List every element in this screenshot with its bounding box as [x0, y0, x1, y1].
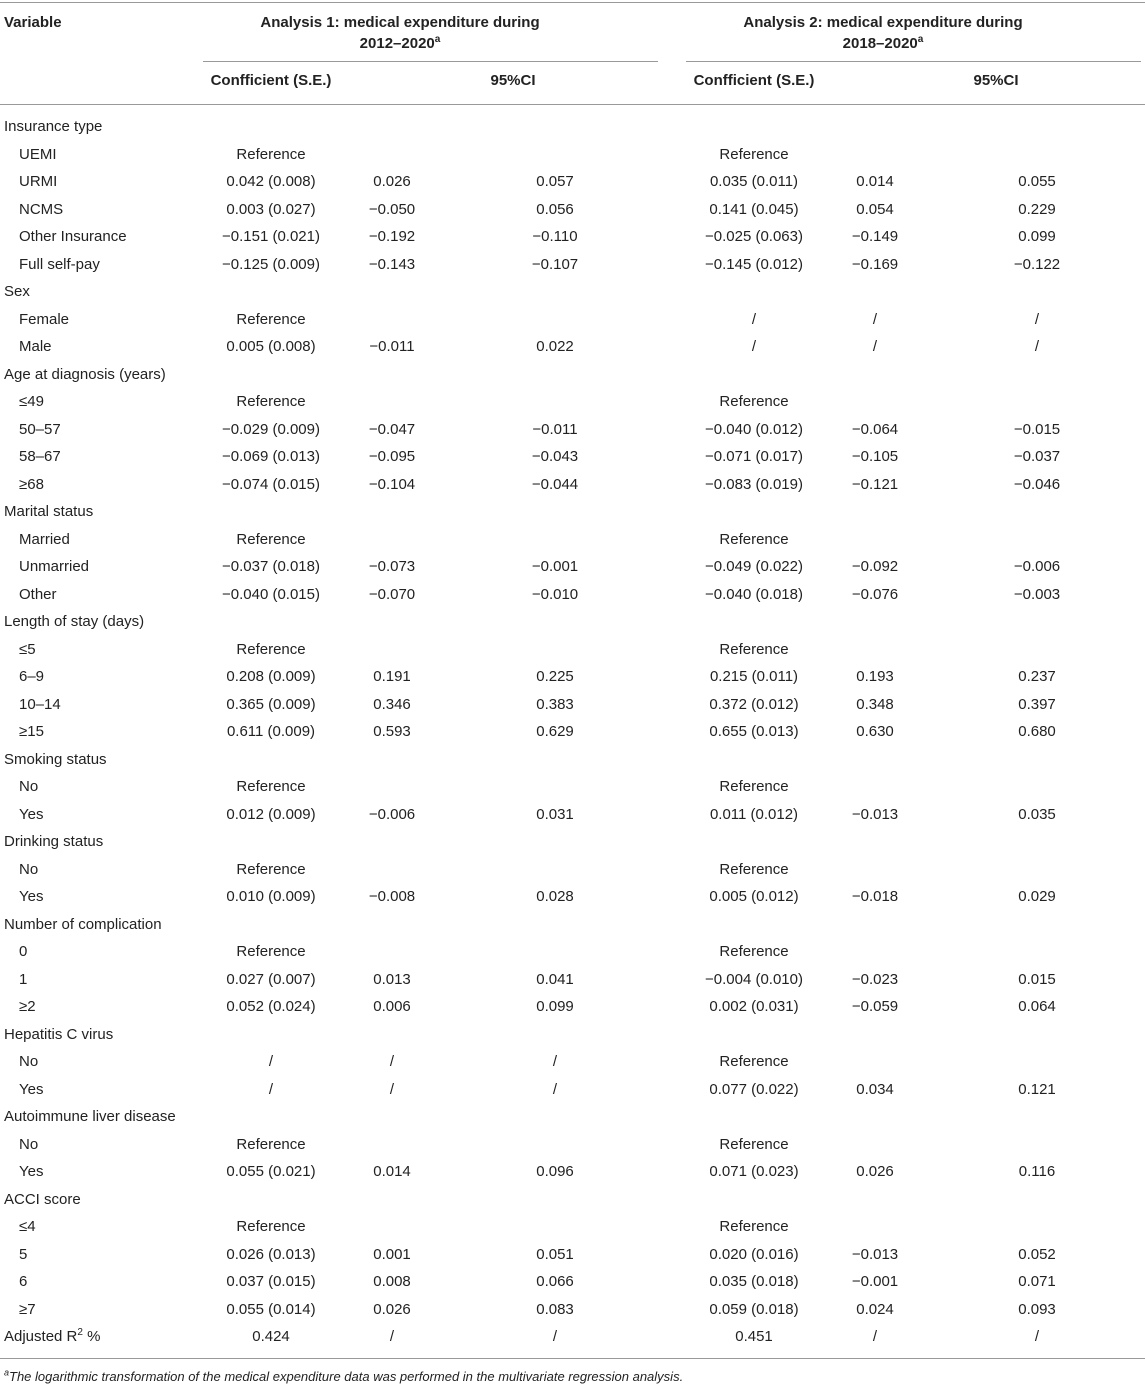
row-label-text: Number of complication	[4, 916, 162, 933]
analysis2-ci-upper-cell: −0.046	[1013, 476, 1061, 493]
row-label-text: No	[19, 778, 39, 795]
analysis2-coef-cell: 0.005 (0.012)	[709, 888, 799, 905]
row-label	[19, 256, 100, 274]
analysis2-ci-upper-cell: −0.003	[1013, 586, 1061, 603]
row-label	[19, 1301, 36, 1319]
analysis1-coef-cell: 0.365 (0.009)	[226, 696, 316, 713]
analysis2-coef-cell: Reference	[719, 531, 789, 548]
row-label	[19, 586, 57, 604]
row-group-label	[4, 1191, 81, 1209]
analysis1-ci-lower-cell: −0.070	[368, 586, 416, 603]
row-label-text: Full self-pay	[19, 256, 100, 273]
analysis2-ci-upper-cell: 0.680	[1018, 723, 1056, 740]
row-label	[19, 228, 127, 246]
row-label	[19, 1273, 27, 1291]
analysis1-ci-upper-cell: 0.022	[536, 338, 574, 355]
analysis2-ci-lower-cell: 0.014	[856, 173, 894, 190]
row-group-label	[4, 118, 102, 136]
row-label-text: NCMS	[19, 201, 64, 218]
analysis1-ci-lower-cell: /	[389, 1328, 395, 1345]
top-rule	[0, 2, 1145, 3]
row-label-text: ≥7	[19, 1301, 36, 1318]
row-label-text: Smoking status	[4, 751, 107, 768]
row-label-text: ≤4	[19, 1218, 36, 1235]
row-label	[19, 173, 57, 191]
row-label-text: Adjusted R	[4, 1328, 78, 1345]
row-label	[19, 861, 38, 879]
analysis1-ci-lower-cell: 0.008	[373, 1273, 411, 1290]
row-label-text: Female	[19, 311, 70, 328]
row-label-text: Autoimmune liver disease	[4, 1108, 176, 1125]
analysis1-superscript: a	[434, 34, 441, 45]
row-label-text: Marital status	[4, 503, 94, 520]
analysis2-coef-cell: 0.071 (0.023)	[709, 1163, 799, 1180]
analysis1-coef-cell: Reference	[236, 861, 306, 878]
analysis1-ci-lower-cell: −0.011	[369, 338, 415, 355]
row-group-label	[4, 613, 144, 631]
analysis1-ci-lower-cell: −0.073	[368, 558, 416, 575]
analysis2-coef-cell: Reference	[719, 1218, 789, 1235]
analysis1-ci-lower-cell: −0.095	[368, 448, 416, 465]
analysis2-coef-cell: −0.025 (0.063)	[705, 228, 803, 245]
header-bottom-rule	[0, 104, 1145, 105]
analysis1-coef-cell: Reference	[236, 1136, 306, 1153]
analysis2-ci-upper-cell: 0.055	[1018, 173, 1056, 190]
analysis1-ci-upper-cell: 0.041	[536, 971, 574, 988]
analysis1-coef-cell: −0.029 (0.009)	[222, 421, 320, 438]
analysis2-coef-cell: Reference	[719, 943, 789, 960]
analysis2-coef-cell: Reference	[719, 146, 789, 163]
analysis1-ci-upper-cell: 0.066	[536, 1273, 574, 1290]
row-label-text: Hepatitis C virus	[4, 1026, 114, 1043]
analysis2-coef-cell: Reference	[719, 641, 789, 658]
analysis1-coef-cell: 0.037 (0.015)	[226, 1273, 316, 1290]
row-label	[19, 448, 61, 466]
analysis2-coef-cell: /	[751, 311, 757, 328]
analysis1-ci-lower-cell: −0.047	[368, 421, 416, 438]
analysis2-ci-lower-cell: 0.348	[856, 696, 894, 713]
analysis2-coef-cell: Reference	[719, 861, 789, 878]
analysis2-coef-cell: −0.040 (0.012)	[705, 421, 803, 438]
analysis1-ci-upper-cell: −0.044	[531, 476, 579, 493]
analysis1-header	[260, 12, 539, 54]
row-label-text: URMI	[19, 173, 58, 190]
analysis1-coef-cell: Reference	[236, 311, 306, 328]
row-label-text: 58–67	[19, 448, 61, 465]
analysis2-ci-upper-cell: −0.015	[1013, 421, 1061, 438]
analysis1-ci-upper-cell: −0.107	[531, 256, 579, 273]
analysis1-ci-upper-cell: 0.629	[536, 723, 574, 740]
analysis2-superscript: a	[917, 34, 924, 45]
analysis2-ci-upper-cell: 0.116	[1018, 1163, 1056, 1180]
analysis2-ci-upper-cell: −0.122	[1013, 256, 1061, 273]
row-label	[19, 778, 38, 796]
row-label-text: 6	[19, 1273, 28, 1290]
analysis2-coef-cell: 0.020 (0.016)	[709, 1246, 799, 1263]
analysis2-ci-upper-cell: 0.064	[1018, 998, 1056, 1015]
analysis1-coef-cell: 0.005 (0.008)	[226, 338, 316, 355]
analysis1-years: 2012–2020	[359, 35, 435, 52]
row-label-text: ACCI score	[4, 1191, 81, 1208]
analysis2-coef-cell: 0.215 (0.011)	[709, 668, 799, 685]
analysis2-header	[743, 12, 1022, 54]
analysis2-coef-cell: 0.002 (0.031)	[709, 998, 799, 1015]
analysis1-coef-cell: −0.125 (0.009)	[222, 256, 320, 273]
analysis2-ci-lower-cell: −0.149	[851, 228, 899, 245]
analysis1-ci-lower-cell: 0.013	[373, 971, 411, 988]
analysis1-coef-cell: Reference	[236, 146, 306, 163]
analysis1-coef-cell: 0.611 (0.009)	[226, 723, 316, 740]
analysis2-rule	[686, 61, 1141, 62]
analysis2-ci-lower-cell: −0.013	[851, 1246, 899, 1263]
row-label	[19, 696, 61, 714]
analysis1-ci-lower-cell: 0.191	[373, 668, 411, 685]
analysis2-coef-cell: /	[751, 338, 757, 355]
row-label	[19, 943, 27, 961]
analysis1-ci-upper-cell: 0.096	[536, 1163, 574, 1180]
analysis1-coef-cell: /	[268, 1081, 274, 1098]
row-label-text: UEMI	[19, 146, 57, 163]
analysis1-ci-lower-cell: 0.346	[373, 696, 411, 713]
row-label	[19, 668, 44, 686]
analysis2-ci-upper-cell: /	[1034, 1328, 1040, 1345]
analysis1-rule	[203, 61, 658, 62]
analysis1-ci-upper-cell: 0.057	[536, 173, 574, 190]
analysis2-coef-cell: Reference	[719, 1136, 789, 1153]
analysis1-ci-upper-cell: /	[552, 1053, 558, 1070]
analysis1-years-line	[260, 33, 539, 54]
row-label	[19, 476, 44, 494]
analysis1-ci-lower-cell: 0.026	[373, 173, 411, 190]
analysis1-ci-lower-cell: −0.143	[368, 256, 416, 273]
analysis1-ci-upper-cell: −0.010	[531, 586, 579, 603]
analysis1-ci-upper-cell: 0.051	[536, 1246, 574, 1263]
analysis2-ci-upper-cell: 0.121	[1018, 1081, 1056, 1098]
analysis2-coef-cell: −0.083 (0.019)	[705, 476, 803, 493]
analysis1-ci-lower-cell: 0.014	[373, 1163, 411, 1180]
analysis2-ci-upper-cell: 0.029	[1018, 888, 1056, 905]
row-label	[19, 421, 61, 439]
analysis2-ci-lower-cell: −0.076	[851, 586, 899, 603]
analysis1-ci-upper-cell: −0.001	[531, 558, 579, 575]
analysis1-ci-upper-cell: 0.383	[536, 696, 574, 713]
analysis2-coef-cell: −0.004 (0.010)	[705, 971, 803, 988]
analysis1-coef-cell: /	[268, 1053, 274, 1070]
row-label-text: No	[19, 1053, 39, 1070]
row-label-text: Married	[19, 531, 70, 548]
analysis1-ci-lower-cell: −0.104	[368, 476, 416, 493]
analysis1-title: Analysis 1: medical expenditure during	[260, 14, 540, 31]
analysis2-ci-upper-cell: /	[1034, 311, 1040, 328]
analysis1-coef-cell: Reference	[236, 393, 306, 410]
variable-header: Variable	[4, 14, 62, 31]
row-label-text: Drinking status	[4, 833, 104, 850]
row-label-text: 50–57	[19, 421, 61, 438]
row-label-superscript: 2	[77, 1327, 83, 1338]
analysis1-ci-lower-cell: 0.006	[373, 998, 411, 1015]
row-group-label	[4, 366, 166, 384]
analysis1-ci-lower-cell: 0.026	[373, 1301, 411, 1318]
analysis1-ci-upper-cell: 0.083	[536, 1301, 574, 1318]
analysis2-ci-upper-cell: 0.099	[1018, 228, 1056, 245]
analysis2-ci-lower-cell: /	[872, 338, 878, 355]
analysis1-coef-cell: 0.010 (0.009)	[226, 888, 316, 905]
analysis1-ci-upper-cell: 0.056	[536, 201, 574, 218]
row-label	[19, 146, 57, 164]
row-label-text: ≤5	[19, 641, 36, 658]
analysis1-coef-cell: Reference	[236, 531, 306, 548]
row-label-text: Age at diagnosis (years)	[4, 366, 166, 383]
row-label	[19, 201, 63, 219]
analysis2-ci-lower-cell: 0.024	[856, 1301, 894, 1318]
row-label-text: Other	[19, 586, 57, 603]
analysis1-coef-cell: 0.052 (0.024)	[226, 998, 316, 1015]
analysis2-years-line	[743, 33, 1022, 54]
analysis2-ci-upper-cell: 0.035	[1018, 806, 1056, 823]
row-group-label	[4, 503, 93, 521]
analysis2-ci-lower-cell: −0.059	[851, 998, 899, 1015]
analysis2-ci-header: 95%CI	[973, 72, 1019, 89]
analysis2-ci-upper-cell: /	[1034, 338, 1040, 355]
analysis1-ci-upper-cell: /	[552, 1081, 558, 1098]
row-label	[19, 888, 43, 906]
row-label	[19, 1081, 43, 1099]
analysis2-ci-lower-cell: −0.023	[851, 971, 899, 988]
analysis2-ci-lower-cell: /	[872, 311, 878, 328]
row-label-text: 6–9	[19, 668, 45, 685]
analysis2-coef-cell: 0.035 (0.011)	[709, 173, 799, 190]
analysis2-ci-lower-cell: −0.013	[851, 806, 899, 823]
analysis1-coef-cell: 0.055 (0.014)	[226, 1301, 316, 1318]
row-label	[19, 1163, 43, 1181]
row-label-text: Yes	[19, 888, 44, 905]
analysis1-coef-cell: 0.424	[252, 1328, 290, 1345]
analysis2-ci-lower-cell: 0.034	[856, 1081, 894, 1098]
analysis1-ci-upper-cell: −0.043	[531, 448, 579, 465]
analysis2-ci-lower-cell: −0.169	[851, 256, 899, 273]
analysis1-coef-cell: 0.208 (0.009)	[226, 668, 316, 685]
analysis1-ci-upper-cell: −0.110	[532, 228, 578, 245]
row-label	[19, 723, 44, 741]
analysis1-coef-cell: 0.027 (0.007)	[226, 971, 316, 988]
analysis2-ci-upper-cell: −0.037	[1013, 448, 1061, 465]
analysis2-ci-lower-cell: −0.064	[851, 421, 899, 438]
row-label-text: ≥15	[19, 723, 44, 740]
row-label	[19, 1136, 38, 1154]
analysis2-ci-lower-cell: /	[872, 1328, 878, 1345]
analysis1-coef-cell: Reference	[236, 641, 306, 658]
analysis2-ci-lower-cell: −0.092	[851, 558, 899, 575]
row-label-text: No	[19, 861, 39, 878]
analysis1-ci-upper-cell: 0.031	[536, 806, 574, 823]
analysis1-coef-cell: 0.055 (0.021)	[226, 1163, 316, 1180]
row-label-text: Yes	[19, 806, 44, 823]
analysis2-coef-cell: −0.040 (0.018)	[705, 586, 803, 603]
analysis2-ci-lower-cell: 0.026	[856, 1163, 894, 1180]
analysis1-coef-cell: −0.151 (0.021)	[222, 228, 320, 245]
row-group-label	[4, 916, 162, 934]
row-label-text: Length of stay (days)	[4, 613, 145, 630]
analysis2-coef-cell: Reference	[719, 393, 789, 410]
analysis2-coef-cell: −0.145 (0.012)	[705, 256, 803, 273]
row-label-text: 10–14	[19, 696, 61, 713]
row-label-text: Insurance type	[4, 118, 103, 135]
analysis2-ci-lower-cell: −0.001	[851, 1273, 899, 1290]
row-label	[19, 641, 36, 659]
analysis1-coef-header: Confficient (S.E.)	[210, 72, 332, 89]
analysis1-ci-upper-cell: /	[552, 1328, 558, 1345]
row-label-text: Male	[19, 338, 52, 355]
analysis1-coef-cell: 0.003 (0.027)	[226, 201, 316, 218]
analysis1-coef-cell: −0.040 (0.015)	[222, 586, 320, 603]
analysis1-ci-upper-cell: −0.011	[532, 421, 578, 438]
analysis1-coef-cell: −0.037 (0.018)	[222, 558, 320, 575]
row-label	[19, 531, 70, 549]
analysis2-ci-upper-cell: 0.052	[1018, 1246, 1056, 1263]
analysis1-ci-lower-cell: −0.008	[368, 888, 416, 905]
row-group-label	[4, 1328, 100, 1346]
analysis2-ci-lower-cell: 0.193	[856, 668, 894, 685]
row-label	[19, 971, 27, 989]
row-group-label	[4, 283, 30, 301]
analysis2-ci-upper-cell: 0.071	[1018, 1273, 1056, 1290]
row-label-text: 0	[19, 943, 28, 960]
row-label-text: Unmarried	[19, 558, 90, 575]
analysis2-years: 2018–2020	[842, 35, 918, 52]
analysis2-title: Analysis 2: medical expenditure during	[743, 14, 1023, 31]
row-group-label	[4, 833, 103, 851]
row-label	[19, 558, 89, 576]
analysis2-ci-upper-cell: 0.237	[1018, 668, 1056, 685]
analysis1-ci-upper-cell: 0.099	[536, 998, 574, 1015]
row-label-text: Sex	[4, 283, 30, 300]
analysis2-coef-cell: 0.011 (0.012)	[709, 806, 799, 823]
analysis2-coef-cell: 0.655 (0.013)	[709, 723, 799, 740]
row-label-suffix: %	[82, 1328, 101, 1345]
analysis2-ci-lower-cell: −0.105	[851, 448, 899, 465]
analysis1-ci-lower-cell: /	[389, 1053, 395, 1070]
analysis2-coef-cell: 0.451	[735, 1328, 773, 1345]
row-label-text: Other Insurance	[19, 228, 127, 245]
footnote-text: The logarithmic transformation of the medical expenditure data was performed in the multivariate regression analysis.	[9, 1369, 684, 1384]
row-label	[19, 1053, 38, 1071]
analysis2-coef-cell: 0.035 (0.018)	[709, 1273, 799, 1290]
row-group-label	[4, 751, 107, 769]
analysis2-coef-header: Confficient (S.E.)	[693, 72, 815, 89]
analysis2-coef-cell: Reference	[719, 778, 789, 795]
analysis2-ci-lower-cell: −0.121	[851, 476, 899, 493]
analysis1-ci-upper-cell: 0.028	[536, 888, 574, 905]
row-label-text: ≥2	[19, 998, 36, 1015]
row-group-label	[4, 1026, 113, 1044]
row-label	[19, 806, 43, 824]
row-label	[19, 393, 44, 411]
analysis2-ci-upper-cell: 0.229	[1018, 201, 1056, 218]
analysis1-coef-cell: Reference	[236, 778, 306, 795]
analysis2-ci-upper-cell: 0.397	[1018, 696, 1056, 713]
analysis2-ci-lower-cell: 0.054	[856, 201, 894, 218]
analysis2-ci-upper-cell: 0.093	[1018, 1301, 1056, 1318]
row-label-text: Yes	[19, 1163, 44, 1180]
row-label-text: No	[19, 1136, 39, 1153]
analysis2-coef-cell: 0.372 (0.012)	[709, 696, 799, 713]
analysis1-ci-lower-cell: −0.050	[368, 201, 416, 218]
analysis2-ci-lower-cell: 0.630	[856, 723, 894, 740]
analysis1-coef-cell: Reference	[236, 1218, 306, 1235]
analysis1-coef-cell: Reference	[236, 943, 306, 960]
row-label-text: 5	[19, 1246, 28, 1263]
row-label	[19, 1218, 36, 1236]
analysis1-ci-lower-cell: 0.001	[373, 1246, 411, 1263]
analysis2-ci-upper-cell: −0.006	[1013, 558, 1061, 575]
table-bottom-rule	[0, 1358, 1145, 1359]
analysis2-coef-cell: 0.077 (0.022)	[709, 1081, 799, 1098]
row-label	[19, 998, 36, 1016]
analysis2-coef-cell: −0.049 (0.022)	[705, 558, 803, 575]
row-label	[19, 338, 52, 356]
analysis1-coef-cell: −0.074 (0.015)	[222, 476, 320, 493]
analysis1-ci-header: 95%CI	[490, 72, 536, 89]
analysis1-ci-lower-cell: 0.593	[373, 723, 411, 740]
analysis1-coef-cell: 0.026 (0.013)	[226, 1246, 316, 1263]
analysis1-ci-lower-cell: /	[389, 1081, 395, 1098]
row-label-text: ≤49	[19, 393, 44, 410]
analysis1-ci-upper-cell: 0.225	[536, 668, 574, 685]
analysis2-coef-cell: 0.141 (0.045)	[709, 201, 799, 218]
analysis2-coef-cell: 0.059 (0.018)	[709, 1301, 799, 1318]
analysis1-coef-cell: 0.012 (0.009)	[226, 806, 316, 823]
row-label	[19, 311, 69, 329]
analysis2-ci-upper-cell: 0.015	[1018, 971, 1056, 988]
analysis1-ci-lower-cell: −0.006	[368, 806, 416, 823]
row-label-text: Yes	[19, 1081, 44, 1098]
analysis2-coef-cell: Reference	[719, 1053, 789, 1070]
analysis2-coef-cell: −0.071 (0.017)	[705, 448, 803, 465]
footnote-marker: a	[4, 1367, 10, 1378]
row-label-text: ≥68	[19, 476, 44, 493]
footnote	[4, 1369, 683, 1384]
analysis2-ci-lower-cell: −0.018	[851, 888, 899, 905]
analysis1-coef-cell: −0.069 (0.013)	[222, 448, 320, 465]
row-label	[19, 1246, 27, 1264]
row-group-label	[4, 1108, 176, 1126]
analysis1-ci-lower-cell: −0.192	[368, 228, 416, 245]
row-label-text: 1	[19, 971, 28, 988]
analysis1-coef-cell: 0.042 (0.008)	[226, 173, 316, 190]
